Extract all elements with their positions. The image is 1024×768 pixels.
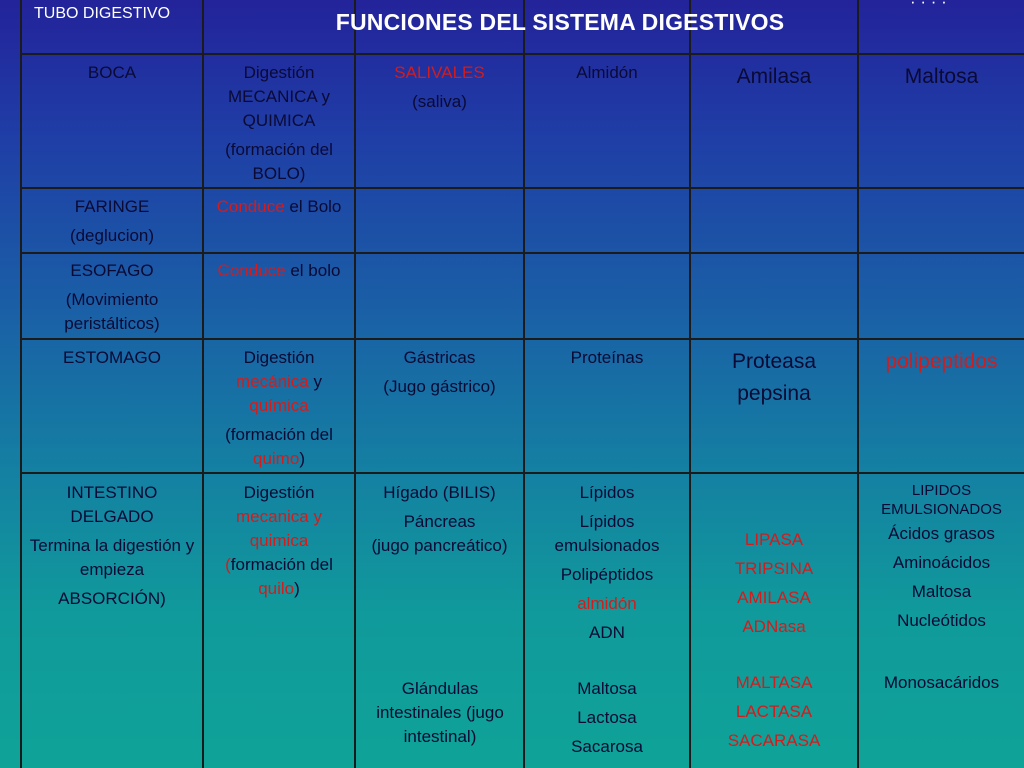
gland-2: Páncreas xyxy=(403,512,476,531)
note-paren: ( xyxy=(225,555,231,574)
substrate: Proteínas xyxy=(570,348,644,367)
digestion-type: Digestión MECANICA y QUIMICA xyxy=(227,63,331,130)
enzyme-2: pepsina xyxy=(737,382,811,405)
slide-title: FUNCIONES DEL SISTEMA DIGESTIVOS xyxy=(335,9,785,35)
substrate-item: Lactosa xyxy=(577,708,637,727)
cell-estomago-substrate xyxy=(525,343,689,378)
function-verb: Conduce xyxy=(216,197,285,216)
substrate-item: Lípidos xyxy=(579,483,635,502)
cell-esofago-organ xyxy=(22,256,202,344)
enzyme-item: LACTASA xyxy=(735,702,813,721)
organ-note: (deglucion) xyxy=(69,226,155,245)
cell-estomago-enzyme xyxy=(691,343,857,418)
digestion-note: (formación del BOLO) xyxy=(225,140,333,183)
cell-intestino-digestion xyxy=(204,478,354,609)
note-quimo: quimo xyxy=(253,449,300,468)
product-item: Maltosa xyxy=(911,582,972,601)
grid-line xyxy=(21,472,1024,474)
enzyme-item: LIPASA xyxy=(744,530,804,549)
digestion-mechanical: mecánica xyxy=(236,372,309,391)
corner-mark: · · · · xyxy=(910,0,947,11)
cell-intestino-enzymes-low xyxy=(691,668,857,761)
organ-note: (Movimiento peristálticos) xyxy=(64,290,160,333)
digestion-word: Digestión xyxy=(243,348,315,367)
substrate: Almidón xyxy=(576,63,638,82)
enzyme-item: TRIPSINA xyxy=(734,559,814,578)
digestion-type: mecanica y quimica xyxy=(236,507,322,550)
enzyme-1: Proteasa xyxy=(731,350,817,373)
organ-name: FARINGE xyxy=(74,197,150,216)
digestion-chemical: química xyxy=(249,396,309,415)
cell-boca-digestion xyxy=(204,58,354,194)
grid-line xyxy=(21,53,1024,55)
organ-name: BOCA xyxy=(87,63,137,82)
cell-faringe-function xyxy=(204,192,354,227)
cell-intestino-product-low xyxy=(859,668,1024,703)
digestion-and: y xyxy=(308,372,322,391)
note-suffix: ) xyxy=(299,449,305,468)
organ-name: ESTOMAGO xyxy=(63,348,161,367)
header-tubo-digestivo: TUBO DIGESTIVO xyxy=(34,5,171,22)
gland-3: Glándulas intestinales (jugo intestinal) xyxy=(376,679,504,746)
enzyme-item: ADNasa xyxy=(742,617,806,636)
enzyme-item: SACARASA xyxy=(727,731,821,750)
cell-faringe-organ xyxy=(22,192,202,256)
gland-1: Hígado (BILIS) xyxy=(383,483,496,502)
organ-note: Termina la digestión y empieza xyxy=(29,536,195,579)
gland-name: SALIVALES xyxy=(394,63,485,82)
organ-name: INTESTINO DELGADO xyxy=(66,483,158,526)
product-item: Aminoácidos xyxy=(892,553,991,572)
note-prefix: (formación del xyxy=(225,425,333,444)
note-quilo: quilo xyxy=(258,579,295,598)
cell-intestino-organ xyxy=(22,478,202,619)
product-head: LIPIDOS EMULSIONADOS xyxy=(881,482,1002,518)
cell-intestino-substrates-low xyxy=(525,674,689,767)
cell-boca-enzyme xyxy=(691,58,857,101)
enzyme: Amilasa xyxy=(736,65,812,88)
product-item: Ácidos grasos xyxy=(888,524,995,543)
product: Maltosa xyxy=(904,65,979,88)
cell-estomago-digestion xyxy=(204,343,354,479)
function-object: el bolo xyxy=(285,261,341,280)
cell-intestino-enzymes xyxy=(691,525,857,647)
digestion-word: Digestión xyxy=(243,483,315,502)
cell-intestino-gland-3 xyxy=(358,674,522,757)
substrate-item: Maltosa xyxy=(577,679,637,698)
grid-line xyxy=(21,187,1024,189)
note-suffix: ) xyxy=(294,579,300,598)
organ-name: ESOFAGO xyxy=(70,261,154,280)
cell-estomago-gland xyxy=(356,343,523,407)
gland-2-note: (jugo pancreático) xyxy=(371,536,508,555)
product-item: Monosacáridos xyxy=(883,673,1000,692)
substrate-item: Lípidos emulsionados xyxy=(554,512,660,555)
function-verb: Conduce xyxy=(217,261,286,280)
substrate-item: Polipéptidos xyxy=(560,565,654,584)
cell-boca-gland xyxy=(356,58,523,122)
gland-note: (Jugo gástrico) xyxy=(383,377,496,396)
cell-boca-product xyxy=(859,58,1024,101)
cell-estomago-product xyxy=(859,343,1024,386)
enzyme-item: AMILASA xyxy=(737,588,811,607)
cell-intestino-products xyxy=(859,478,1024,641)
cell-intestino-substrates xyxy=(525,478,689,653)
gland-name: Gástricas xyxy=(403,348,476,367)
cell-estomago-organ xyxy=(22,343,202,378)
product-item: Nucleótidos xyxy=(897,611,986,630)
cell-intestino-glands xyxy=(356,478,523,566)
substrate-item: almidón xyxy=(577,594,637,613)
substrate-item: ADN xyxy=(589,623,625,642)
organ-note-2: ABSORCIÓN) xyxy=(58,589,166,608)
cell-boca-substrate xyxy=(525,58,689,93)
cell-boca-organ xyxy=(22,58,202,93)
enzyme-item: MALTASA xyxy=(735,673,813,692)
function-object: el Bolo xyxy=(284,197,342,216)
substrate-item: Sacarosa xyxy=(571,737,643,756)
gland-note: (saliva) xyxy=(412,92,467,111)
grid-line xyxy=(20,0,22,768)
cell-esofago-function xyxy=(204,256,354,291)
product: polipeptidos xyxy=(885,350,998,373)
note-prefix: formación del xyxy=(230,555,333,574)
